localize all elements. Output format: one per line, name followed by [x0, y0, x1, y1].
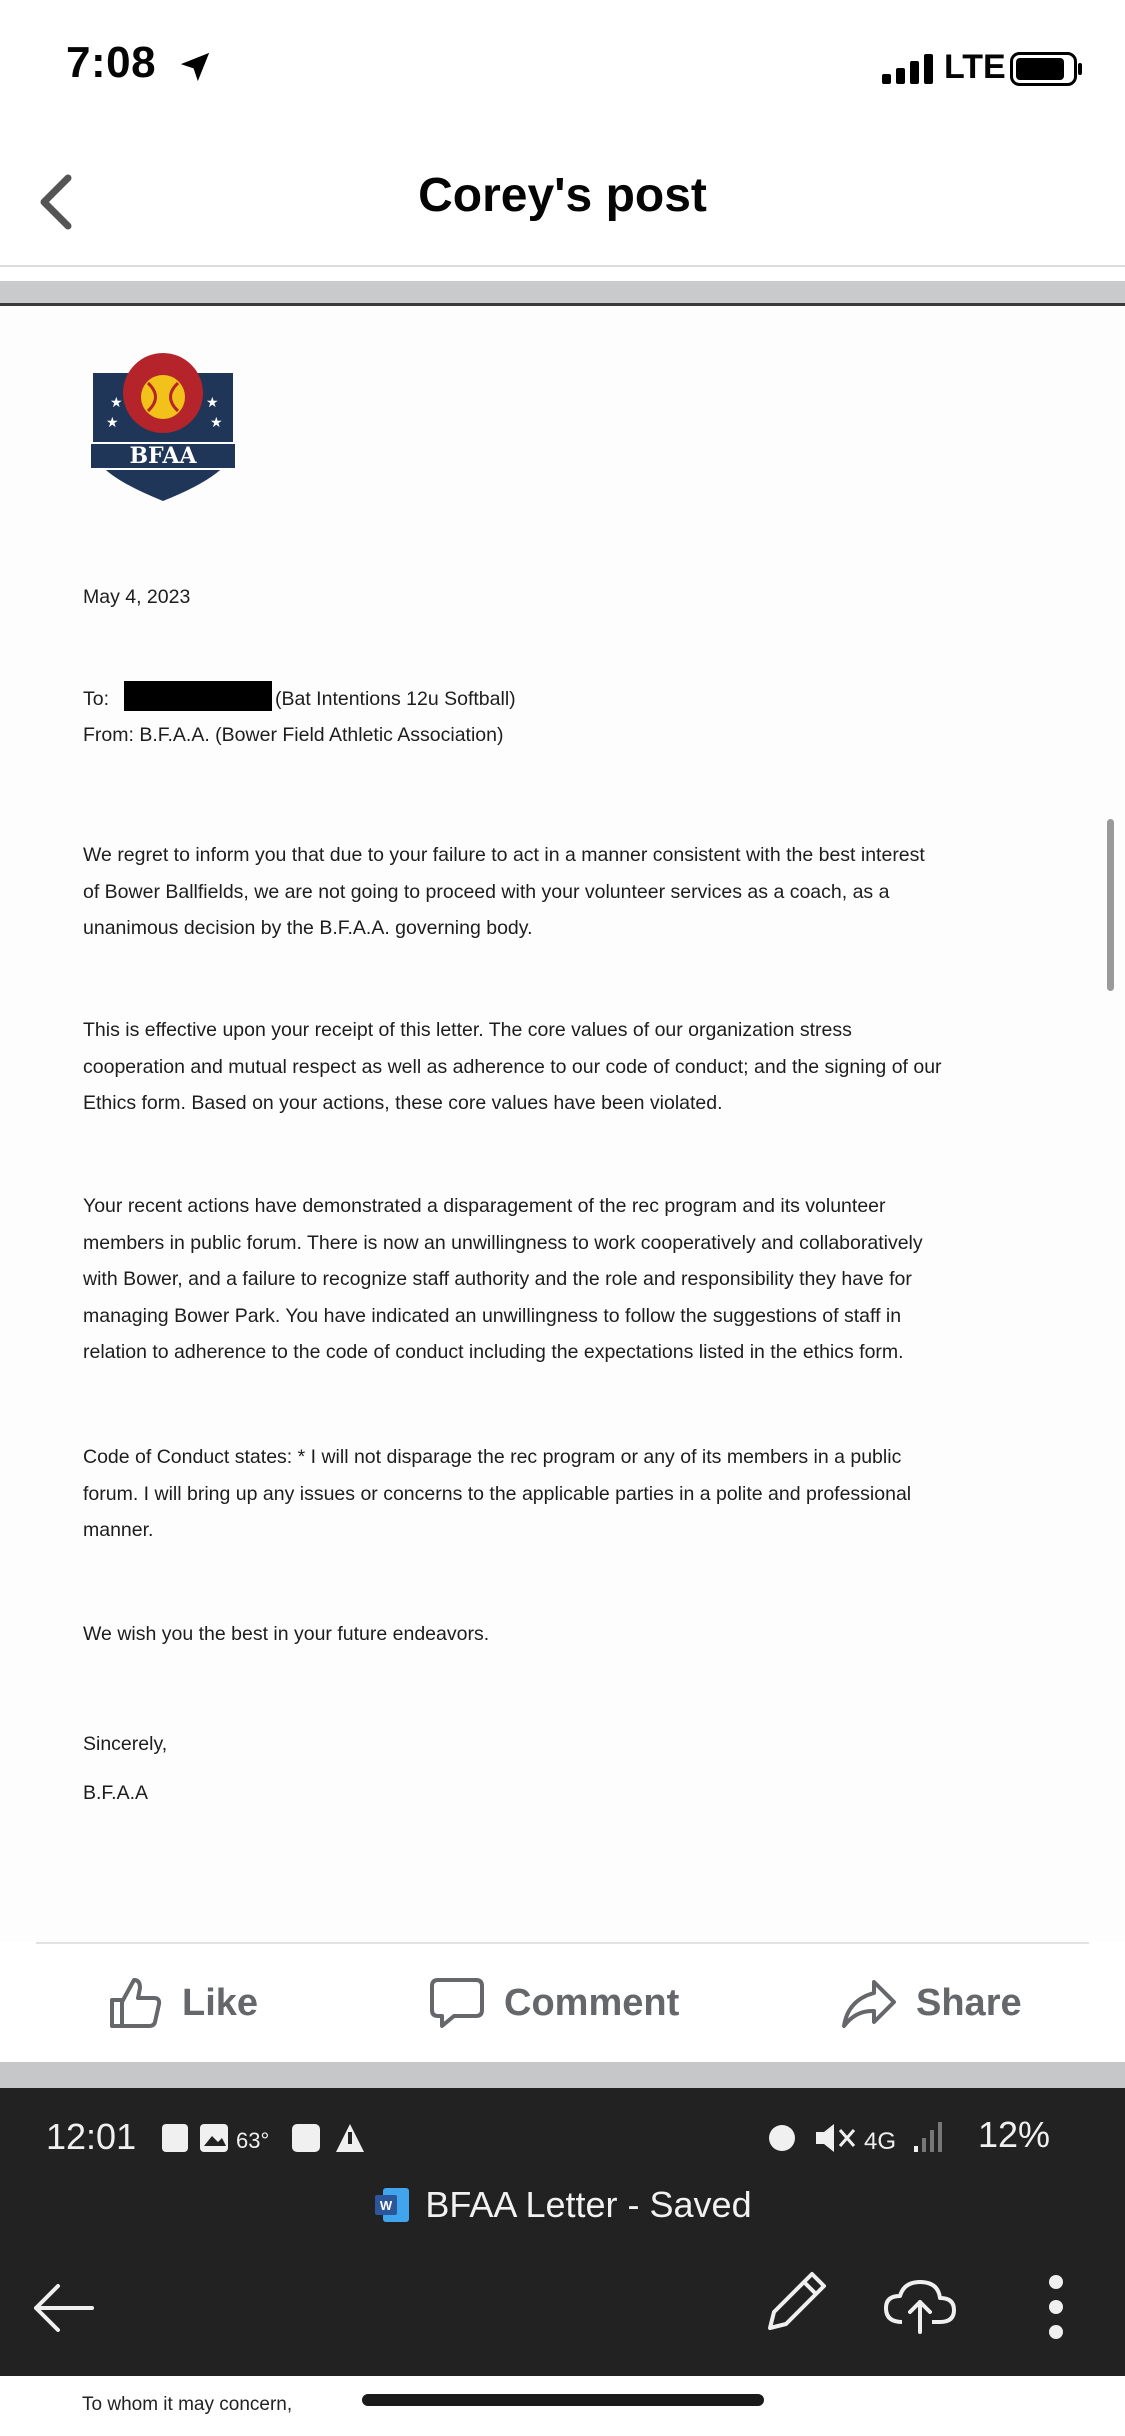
android-doc-preview	[0, 2376, 1125, 2436]
scroll-indicator[interactable]	[1107, 819, 1114, 991]
word-app-icon	[373, 2186, 411, 2224]
android-time: 12:01	[46, 2116, 137, 2157]
cell-signal-icon	[882, 54, 936, 84]
closing-wish: We wish you the best in your future endeavors.	[83, 1623, 490, 1645]
svg-text:★: ★	[206, 394, 219, 410]
svg-text:★: ★	[110, 394, 123, 410]
to-team: (Bat Intentions 12u Softball)	[275, 688, 516, 710]
paragraph-1	[83, 837, 925, 947]
letter-top-line	[0, 303, 1125, 306]
to-label: To:	[83, 688, 110, 710]
android-battery: 12%	[978, 2114, 1051, 2155]
paragraph-3	[83, 1188, 923, 1371]
from-line: From: B.F.A.A. (Bower Field Athletic Association)	[83, 724, 504, 746]
comment-button[interactable]	[428, 1972, 679, 2034]
edit-pencil-icon[interactable]	[760, 2266, 832, 2338]
bfaa-logo	[88, 343, 238, 503]
paragraph-line: forum. I will bring up any issues or concerns to the applicable parties in a polite and professional	[83, 1482, 912, 1505]
paragraph-4	[83, 1439, 911, 1549]
redacted-name	[124, 681, 272, 711]
paragraph-line: relation to adherence to the code of conduct including the expectations listed in the ethics form.	[83, 1341, 904, 1363]
android-network: 4G	[864, 2128, 897, 2155]
paragraph-line: This is effective upon your receipt of this letter. The core values of our organization stress	[83, 1019, 852, 1041]
paragraph-2	[83, 1012, 942, 1122]
signature: B.F.A.A	[83, 1782, 149, 1804]
thumbs-up-icon	[106, 1974, 164, 2032]
like-button[interactable]	[106, 1972, 258, 2034]
doc-title-bar	[0, 2184, 1125, 2226]
paragraph-line: managing Bower Park. You have indicated an unwillingness to follow the suggestions of staff in	[83, 1304, 902, 1327]
share-button[interactable]	[840, 1972, 1022, 2034]
section-gap	[0, 2062, 1125, 2088]
paragraph-line: We regret to inform you that due to your failure to act in a manner consistent with the best interest	[83, 844, 925, 866]
cloud-upload-icon[interactable]	[880, 2274, 960, 2338]
svg-text:W: W	[380, 2198, 393, 2213]
comment-label: Comment	[504, 1981, 680, 2024]
like-label: Like	[182, 1981, 259, 2024]
svg-text:★: ★	[106, 414, 119, 430]
more-options-icon[interactable]	[1044, 2274, 1068, 2340]
share-arrow-icon	[840, 1974, 898, 2032]
android-temp: 63°	[236, 2128, 270, 2153]
home-indicator[interactable]	[362, 2394, 764, 2406]
paragraph-line: with Bower, and a failure to recognize staff authority and the role and responsibility they have for	[83, 1268, 912, 1290]
letter-image[interactable]	[0, 281, 1125, 1941]
android-system-icons	[764, 2118, 1014, 2158]
paragraph-line: manner.	[83, 1519, 154, 1541]
paragraph-line: Code of Conduct states: * I will not disparage the rec program or any of its members in a public	[83, 1446, 902, 1468]
network-type: LTE	[944, 48, 1006, 86]
share-label: Share	[916, 1981, 1022, 2024]
letter-date: May 4, 2023	[83, 586, 191, 608]
battery-icon	[1010, 52, 1084, 86]
svg-text:★: ★	[210, 414, 223, 430]
android-notification-icons	[160, 2118, 400, 2158]
paragraph-line: Your recent actions have demonstrated a disparagement of the rec program and its volunteer	[83, 1195, 886, 1217]
location-arrow-icon	[178, 50, 212, 84]
post-actions	[0, 1944, 1125, 2062]
android-back-arrow-icon[interactable]	[28, 2276, 98, 2340]
sincerely: Sincerely,	[83, 1733, 168, 1755]
post-header	[0, 140, 1125, 267]
paragraph-line: cooperation and mutual respect as well as adherence to our code of conduct; and the signing of our	[83, 1055, 942, 1078]
paragraph-line: unanimous decision by the B.F.A.A. governing body.	[83, 917, 533, 939]
paragraph-line: of Bower Ballfields, we are not going to proceed with your volunteer services as a coach, as a	[83, 880, 890, 903]
comment-bubble-icon	[428, 1974, 486, 2032]
ios-status-bar	[0, 0, 1125, 140]
paragraph-line: members in public forum. There is now an unwillingness to work cooperatively and collaboratively	[83, 1231, 923, 1254]
letter-top-bar	[0, 281, 1125, 303]
status-time: 7:08	[66, 38, 157, 87]
doc-title: BFAA Letter - Saved	[425, 2184, 752, 2225]
page-title: Corey's post	[418, 169, 707, 222]
doc-preview-text: To whom it may concern,	[82, 2394, 293, 2415]
logo-text: BFAA	[129, 443, 197, 469]
android-screenshot	[0, 2088, 1125, 2436]
paragraph-line: Ethics form. Based on your actions, these core values have been violated.	[83, 1092, 723, 1114]
